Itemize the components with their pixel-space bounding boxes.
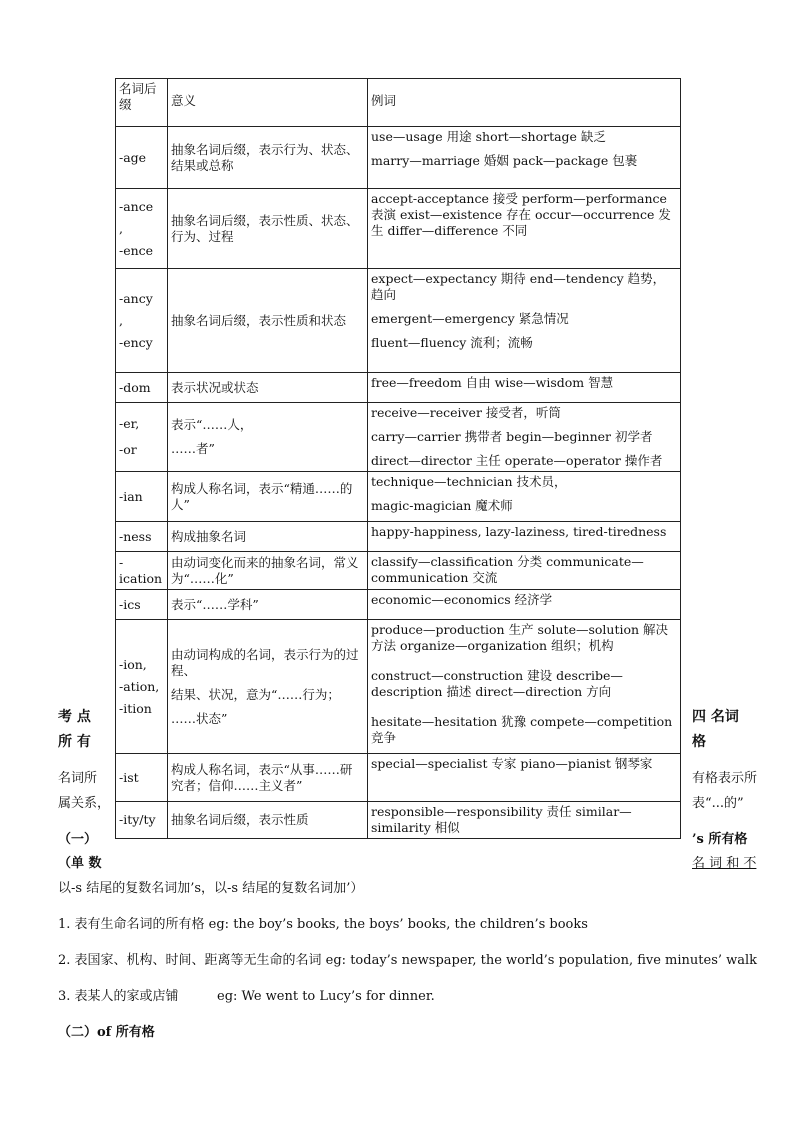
suffix-cell-line: , bbox=[119, 220, 123, 236]
meaning-cell-line: 抽象名词后缀，表示性质 bbox=[171, 812, 309, 827]
examples-cell-line: accept-acceptance 接受 perform—performance 表演 exist—existence 存在 occur—occurrence 发生 differ—difference 不同 bbox=[371, 191, 671, 238]
examples-cell-line: hesitate—hesitation 犹豫 compete—competition 竞争 bbox=[371, 714, 673, 745]
suffix-cell-line: -or bbox=[119, 442, 137, 457]
meaning-cell bbox=[168, 403, 368, 472]
meaning-cell bbox=[168, 269, 368, 373]
meaning-cell bbox=[168, 522, 368, 552]
meaning-cell bbox=[168, 802, 368, 839]
examples-cell bbox=[368, 590, 681, 620]
suffix-cell-line: -ion, bbox=[119, 656, 147, 672]
examples-cell bbox=[368, 472, 681, 522]
suffix-cell bbox=[116, 189, 168, 269]
table-row bbox=[116, 472, 681, 522]
left-heading-1: 考 点 bbox=[58, 709, 91, 725]
examples-cell-line: special—specialist 专家 piano—pianist 钢琴家 bbox=[371, 756, 653, 771]
suffix-cell bbox=[116, 590, 168, 620]
left-text-2: 属关系， bbox=[58, 796, 111, 811]
suffix-cell-line: -ance bbox=[119, 198, 154, 214]
suffix-cell-line: -age bbox=[119, 149, 147, 165]
suffix-cell-line: -ancy bbox=[119, 290, 153, 306]
suffix-cell-line: -ics bbox=[119, 596, 141, 612]
meaning-cell-line: 构成抽象名词 bbox=[171, 528, 247, 544]
suffix-cell-line: -ian bbox=[119, 488, 143, 504]
suffix-cell bbox=[116, 373, 168, 403]
examples-cell-line: happy-happiness, lazy-laziness, tired-tiredness bbox=[371, 524, 667, 539]
table-row bbox=[116, 269, 681, 373]
list-item-3-example: eg: We went to Lucy’s for dinner. bbox=[217, 989, 435, 1004]
table-row bbox=[116, 522, 681, 552]
examples-cell-line: receive—receiver 接受者，听筒 bbox=[371, 405, 561, 420]
right-heading-2: 格 bbox=[692, 734, 706, 750]
suffix-cell bbox=[116, 403, 168, 472]
examples-cell bbox=[368, 269, 681, 373]
examples-cell-line: technique—technician 技术员， bbox=[371, 474, 567, 489]
table-header-row bbox=[116, 79, 681, 127]
examples-cell-line: free—freedom 自由 wise—wisdom 智慧 bbox=[371, 375, 614, 390]
meaning-cell-line: 由动词构成的名词，表示行为的过程、 bbox=[171, 646, 359, 678]
suffix-table bbox=[115, 78, 681, 839]
examples-cell-line: construct—construction 建设 describe—description 描述 direct—direction 方向 bbox=[371, 668, 623, 699]
suffix-cell-line: -ity/ty bbox=[119, 812, 156, 827]
examples-cell bbox=[368, 802, 681, 839]
column-header: 例词 bbox=[368, 79, 681, 127]
suffix-cell bbox=[116, 754, 168, 802]
meaning-cell-line: 抽象名词后缀，表示行为、状态、结果或总称 bbox=[171, 141, 359, 173]
examples-cell-line: emergent—emergency 紧急情况 bbox=[371, 311, 569, 326]
examples-cell-line: produce—production 生产 solute—solution 解决方法 organize—organization 组织；机构 bbox=[371, 622, 669, 653]
list-item-1: 1. 表有生命名词的所有格 eg: the boy’s books, the boys’ books, the children’s books bbox=[58, 917, 588, 932]
meaning-cell-line: 抽象名词后缀，表示性质、状态、行为、过程 bbox=[171, 212, 359, 244]
examples-cell-line: marry—marriage 婚姻 pack—package 包裹 bbox=[371, 153, 638, 168]
list-item-2: 2. 表国家、机构、时间、距离等无生命的名词 eg: today’s newspaper, the world’s population, five minutes’ walk bbox=[58, 953, 758, 968]
right-sub-1: ’s 所有格 bbox=[692, 832, 748, 847]
left-text-1: 名词所 bbox=[58, 771, 98, 786]
examples-cell-line: carry—carrier 携带者 begin—beginner 初学者 bbox=[371, 429, 653, 444]
examples-cell-line: responsible—responsibility 责任 similar—similarity 相似 bbox=[371, 804, 632, 835]
examples-cell-line: economic—economics 经济学 bbox=[371, 592, 553, 607]
right-text-1: 有格表示所 bbox=[692, 771, 758, 786]
column-header: 意义 bbox=[168, 79, 368, 127]
meaning-cell bbox=[168, 189, 368, 269]
suffix-cell bbox=[116, 522, 168, 552]
meaning-cell-line: 构成人称名词，表示“精通……的人” bbox=[171, 480, 353, 512]
meaning-cell-line: 表示“……学科” bbox=[171, 596, 259, 612]
table-row bbox=[116, 802, 681, 839]
right-sub-2: 名 词 和 不 bbox=[692, 856, 757, 871]
examples-cell bbox=[368, 552, 681, 590]
list-item-3-label: 3. 表某人的家或店铺 bbox=[58, 989, 179, 1004]
meaning-cell bbox=[168, 127, 368, 189]
column-header: 名词后缀 bbox=[116, 79, 168, 127]
table-row bbox=[116, 403, 681, 472]
meaning-cell bbox=[168, 472, 368, 522]
suffix-cell-line: -ation, bbox=[119, 678, 160, 694]
suffix-cell bbox=[116, 620, 168, 754]
section-heading-of-possessive: （二）of 所有格 bbox=[58, 1025, 155, 1040]
examples-cell-line: use—usage 用途 short—shortage 缺乏 bbox=[371, 129, 606, 144]
table-row bbox=[116, 754, 681, 802]
suffix-cell-line: -ency bbox=[119, 334, 153, 350]
suffix-cell-line: -ence bbox=[119, 242, 154, 258]
meaning-cell bbox=[168, 754, 368, 802]
suffix-cell-line: -ication bbox=[119, 554, 163, 586]
suffix-cell-line: -dom bbox=[119, 379, 151, 395]
table-row bbox=[116, 590, 681, 620]
examples-cell bbox=[368, 522, 681, 552]
table-row bbox=[116, 620, 681, 754]
table-row bbox=[116, 552, 681, 590]
meaning-cell-line: 由动词变化而来的抽象名词，常义为“……化” bbox=[171, 554, 359, 586]
table-row bbox=[116, 127, 681, 189]
meaning-cell-line: 构成人称名词，表示“从事……研究者；信仰……主义者” bbox=[171, 761, 353, 793]
examples-cell bbox=[368, 403, 681, 472]
left-heading-2: 所 有 bbox=[58, 734, 91, 750]
suffix-cell-line: , bbox=[119, 312, 123, 328]
right-text-2: 表“...的” bbox=[692, 796, 744, 811]
meaning-cell bbox=[168, 590, 368, 620]
meaning-cell-line: 抽象名词后缀，表示性质和状态 bbox=[171, 312, 347, 328]
meaning-cell bbox=[168, 620, 368, 754]
examples-cell-line: classify—classification 分类 communicate—communication 交流 bbox=[371, 554, 644, 585]
suffix-cell-line: -ist bbox=[119, 769, 139, 785]
left-sub-2: （单 数 bbox=[58, 856, 102, 871]
examples-cell-line: direct—director 主任 operate—operator 操作者 bbox=[371, 453, 663, 468]
meaning-cell-line: ……者” bbox=[171, 441, 215, 456]
meaning-cell bbox=[168, 552, 368, 590]
suffix-cell bbox=[116, 472, 168, 522]
suffix-cell-line: -er, bbox=[119, 416, 140, 431]
meaning-cell-line: ……状态” bbox=[171, 710, 228, 726]
examples-cell bbox=[368, 373, 681, 403]
examples-cell bbox=[368, 127, 681, 189]
suffix-cell bbox=[116, 552, 168, 590]
left-sub-1: （一） bbox=[58, 832, 98, 847]
meaning-cell bbox=[168, 373, 368, 403]
meaning-cell-line: 表示“……人， bbox=[171, 417, 253, 432]
meaning-cell-line: 表示状况或状态 bbox=[171, 379, 259, 395]
table-row bbox=[116, 373, 681, 403]
examples-cell-line: expect—expectancy 期待 end—tendency 趋势，趋向 bbox=[371, 271, 666, 302]
examples-cell-line: magic-magician 魔术师 bbox=[371, 498, 513, 513]
table-row bbox=[116, 189, 681, 269]
suffix-cell bbox=[116, 802, 168, 839]
suffix-cell bbox=[116, 127, 168, 189]
examples-cell bbox=[368, 189, 681, 269]
examples-cell bbox=[368, 754, 681, 802]
suffix-cell-line: -ness bbox=[119, 528, 152, 544]
meaning-cell-line: 结果、状况，意为“……行为； bbox=[171, 686, 340, 702]
examples-cell bbox=[368, 620, 681, 754]
suffix-cell-line: -ition bbox=[119, 700, 152, 716]
possessive-rule-line: 以-s 结尾的复数名词加’s，以-s 结尾的复数名词加’） bbox=[58, 881, 364, 896]
right-heading-1: 四 名词 bbox=[692, 709, 739, 725]
suffix-cell bbox=[116, 269, 168, 373]
examples-cell-line: fluent—fluency 流利；流畅 bbox=[371, 335, 533, 350]
